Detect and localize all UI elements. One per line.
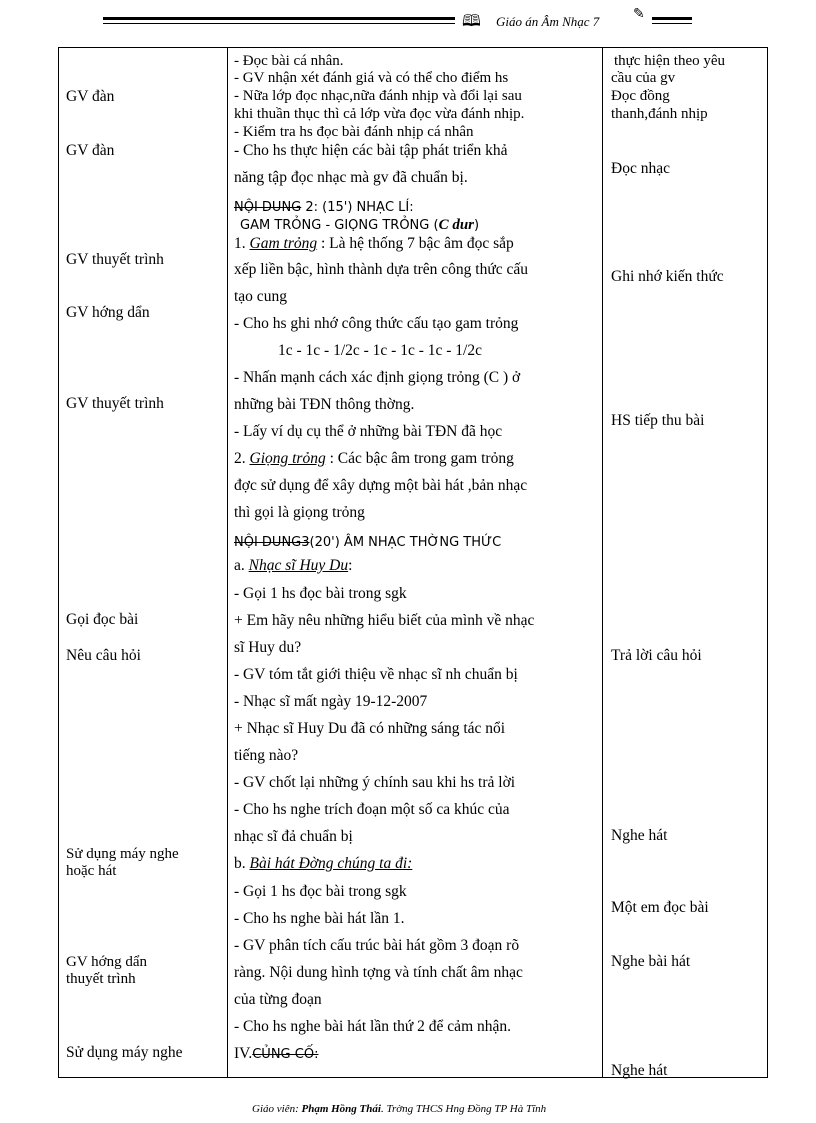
content-line: xếp liền bậc, hình thành dựa trên công thức cấu [234,261,528,278]
column-divider-1 [227,47,228,1078]
content-line: - Cho hs nghe bài hát lần thứ 2 để cảm nhận. [234,1018,512,1035]
content-line: sĩ Huy du? [234,639,302,656]
footer: Giáo viên: Phạm Hồng Thái. Trờng THCS Hng Đồng TP Hà Tĩnh [252,1103,547,1115]
content-line: - Nhấn mạnh cách xác định giọng trỏng (C ) ở [234,369,521,386]
student-activity: Ghi nhớ kiến thức [611,268,724,285]
column-divider-2 [602,47,603,1078]
student-activity: thực hiện theo yêu [614,53,726,69]
student-activity: Trả lời câu hỏi [611,647,702,664]
method-gv-thuyet-trinh-1: GV thuyết trình [66,251,164,268]
content-line: - GV tóm tắt giới thiệu về nhạc sĩ nh chuẩn bị [234,666,518,683]
content-formula: 1c - 1c - 1/2c - 1c - 1c - 1c - 1/2c [278,342,482,359]
student-activity: Một em đọc bài [611,899,709,916]
header-title: Giáo án Âm Nhạc 7 [496,14,600,29]
method-neu-cau-hoi: Nêu câu hỏi [66,647,141,664]
content-line: năng tập đọc nhạc mà gv đã chuẩn bị. [234,169,468,186]
content-line: ràng. Nội dung hình tợng và tính chất âm nhạc [234,964,523,981]
content-bai-hat: b. Bài hát Đờng chúng ta đi: [234,855,413,872]
header-rule-right-thick [652,17,692,20]
section-heading-noi-dung-2: NỘI DUNG 2: (15') NHẠC LÍ: [234,200,414,215]
content-cung-co: IV.CỦNG CỐ: [234,1045,319,1062]
student-activity: cầu của gv [611,70,676,86]
book-icon: 🕮 [462,13,481,30]
method-su-dung-may-nghe-2: Sử dụng máy nghe [66,1044,183,1061]
content-line: - Cho hs nghe bài hát lần 1. [234,910,405,927]
content-line: nhạc sĩ đả chuẩn bị [234,828,353,845]
content-line: - Cho hs thực hiện các bài tập phát triển khả [234,142,508,159]
student-activity: Đọc nhạc [611,160,670,177]
student-activity: Đọc đồng [611,88,670,104]
content-line: - GV nhận xét đánh giá và có thể cho điểm hs [234,70,509,86]
section-heading-noi-dung-3: NỘI DUNG3(20') ÂM NHẠC THỜNG THỨC [234,535,502,550]
content-line: - Gọi 1 hs đọc bài trong sgk [234,883,407,900]
method-gv-huong-dan-1: GV hớng dẩn [66,304,150,321]
student-activity: thanh,đánh nhịp [611,106,708,122]
content-line: tiếng nào? [234,747,299,764]
content-line: - Đọc bài cá nhân. [234,53,344,69]
content-line: - Nữa lớp đọc nhạc,nữa đánh nhịp và đổi lại sau [234,88,522,104]
header-rule-thick [103,17,455,20]
method-gv-huong-dan-2a: GV hớng dẩn [66,954,147,970]
content-line: - GV chốt lại những ý chính sau khi hs trả lời [234,774,516,791]
content-line: - GV phân tích cấu trúc bài hát gồm 3 đoạn rõ [234,937,520,954]
student-activity: Nghe bài hát [611,953,691,970]
student-activity: Nghe hát [611,1062,668,1079]
content-line: + Nhạc sĩ Huy Du đã có những sáng tác nổi [234,720,506,737]
method-su-dung-may-nghe-1a: Sử dụng máy nghe [66,846,179,862]
method-gv-huong-dan-2b: thuyết trình [66,971,136,987]
content-line: - Cho hs ghi nhớ công thức cấu tạo gam trỏng [234,315,519,332]
student-activity: Nghe hát [611,827,668,844]
content-line: khi thuần thục thì cả lớp vừa đọc vừa đánh nhịp. [234,106,525,122]
pencil-icon: ✎ [633,7,645,22]
section-subheading-gam-giong: GAM TRỎNG - GIỌNG TRỎNG (C dur) [240,217,480,233]
content-line: tạo cung [234,288,287,305]
method-gv-dan-1: GV đàn [66,88,115,105]
content-line: - Lấy ví dụ cụ thể ở những bài TĐN đã học [234,423,503,440]
header-rule-thin [103,23,455,24]
content-line: đợc sử dụng để xây dựng một bài hát ,bản nhạc [234,477,528,494]
content-line: + Em hãy nêu những hiểu biết của mình về nhạc [234,612,535,629]
method-goi-doc-bai: Gọi đọc bài [66,611,139,628]
content-line: những bài TĐN thông thờng. [234,396,415,413]
content-line: - Nhạc sĩ mất ngày 19-12-2007 [234,693,428,710]
content-line: - Cho hs nghe trích đoạn một số ca khúc của [234,801,510,818]
content-line: thì gọi là giọng trỏng [234,504,365,521]
method-gv-thuyet-trinh-2: GV thuyết trình [66,395,164,412]
content-line: của từng đoạn [234,991,322,1008]
content-line: - Kiểm tra hs đọc bài đánh nhịp cá nhân [234,124,474,140]
method-su-dung-may-nghe-1b: hoặc hát [66,863,117,879]
method-gv-dan-2: GV đàn [66,142,115,159]
header-rule-right-thin [652,23,692,24]
content-nhac-si-huy-du: a. Nhạc sĩ Huy Du: [234,557,353,574]
content-line: - Gọi 1 hs đọc bài trong sgk [234,585,407,602]
content-giong-trong: 2. Giọng trỏng : Các bậc âm trong gam trỏng [234,450,514,467]
student-activity: HS tiếp thu bài [611,412,705,429]
content-gam-trong: 1. Gam trỏng : Là hệ thống 7 bậc âm đọc sắp [234,235,514,252]
